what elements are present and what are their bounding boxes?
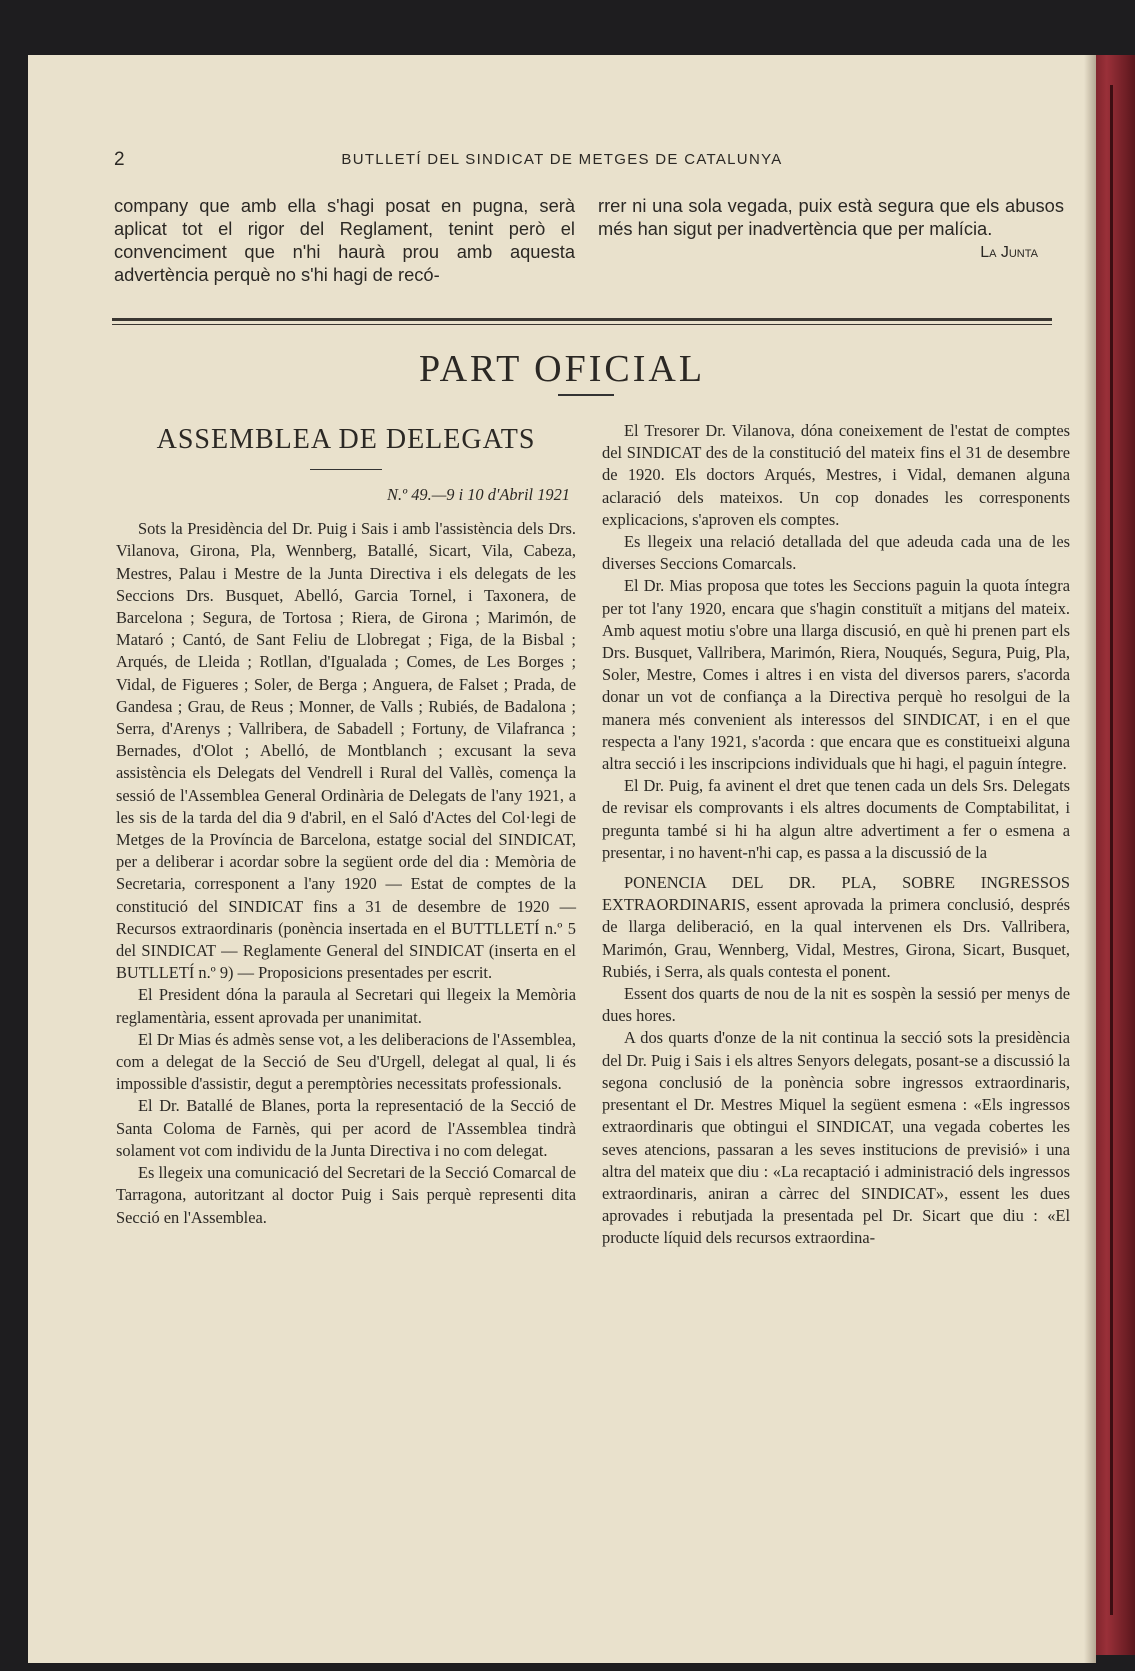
section-divider	[112, 318, 1052, 321]
assembly-title: ASSEMBLEA DE DELEGATS	[156, 424, 536, 455]
intro-right-column	[598, 194, 1064, 264]
session-line: N.º 49.—9 i 10 d'Abril 1921	[387, 485, 570, 504]
assembly-title-rule	[310, 469, 382, 470]
paragraph: El Dr. Batallé de Blanes, porta la representació de la Secció de Santa Coloma de Farnès, qui per acord de l'Assemblea tindrà solament vot com individu de la Junta Directiva i no com delegat.	[116, 1096, 576, 1160]
intro-left-column	[114, 194, 575, 286]
part-title-rule	[558, 394, 614, 396]
paragraph: El Dr Mias és admès sense vot, a les deliberacions de l'Assemblea, com a delegat de la Secció de Seu d'Urgell, delegat al qual, li és impossible d'assistir, degut a peremptòries necessitats professionals.	[116, 1029, 576, 1094]
document-page	[28, 55, 1096, 1663]
paragraph: El Tresorer Dr. Vilanova, dóna coneixement de l'estat de comptes del SINDICAT des de la constitució del mateix fins el 31 de desembre de 1920. Els doctors Arqués, Mestres, i Vidal, demanen alguna aclaració dels mateixos. Un cop donades les corresponents explicacions, s'aproven els comptes.	[602, 421, 1070, 529]
paragraph: Es llegeix una comunicació del Secretari de la Secció Comarcal de Tarragona, autoritzant al doctor Puig i Sais perquè representi dita Secció en l'Assemblea.	[116, 1163, 576, 1227]
paragraph: A dos quarts d'onze de la nit continua la secció sots la presidència del Dr. Puig i Sais i els altres Senyors delegats, posant-se a discussió la segona conclusió de la ponència sobre ingressos extraordinaris, presentant el Dr. Mestres Miquel la següent esmena : «Els ingressos extraordinaris que obtingui el SINDICAT, una vegada cobertes les seves atencions, passaran a les seves institucions de previsió» i una altra del mateix que diu : «La recaptació i administració dels ingressos extraordinaris, aniran a càrrec del SINDICAT», essent les dues aprovades i rebutjada la presentada pel Dr. Sicart que diu : «El producte líquid dels recursos extraordina-	[602, 1028, 1070, 1248]
intro-right-paragraph: rrer ni una sola vegada, puix està segura que els abusos més han sigut per inadvertència que per malícia.	[598, 195, 1064, 239]
paragraph-gap	[602, 864, 1070, 872]
page-number: 2	[114, 149, 125, 170]
paragraph: El President dóna la paraula al Secretari qui llegeix la Memòria reglamentària, essent aprovada per unanimitat.	[116, 985, 576, 1027]
paragraph: Sots la Presidència del Dr. Puig i Sais i amb l'assistència dels Drs. Vilanova, Girona, Pla, Wennberg, Batallé, Sicart, Vila, Cabeza, Mestres, Palau i Mestre de la Junta Directiva i els delegats de les Seccions Drs. Busquet, Abelló, Garcia Tornel, i Taxonera, de Barcelona ; Segura, de Tortosa ; Riera, de Girona ; Marimón, de Mataró ; Cantó, de Sant Feliu de Llobregat ; Figa, de la Bisbal ; Arqués, de Lleida ; Rotllan, d'Igualada ; Comes, de Les Borges ; Vidal, de Figueres ; Soler, de Berga ; Anguera, de Falset ; Prada, de Gandesa ; Grau, de Reus ; Monner, de Valls ; Rubiés, de Badalona ; Serra, d'Arenys ; Vallribera, de Sabadell ; Fortuny, de Vilafranca ; Bernades, d'Olot ; Abelló, de Montblanch ; excusant la seva assistència els Delegats del Vendrell i Rural del Vallès, comença la sessió de l'Assemblea General Ordinària de Delegats de l'any 1921, a les sis de la tarda del dia 9 d'abril, en el Saló d'Actes del Col·legi de Metges de la Província de Barcelona, estatge social del SINDICAT, per a deliberar i acordar sobre la següent orde del dia : Memòria de Secretaria, corresponent a l'any 1920 — Estat de comptes de la constitució del SINDICAT fins a 31 de desembre de 1920 — Recursos extraordinaris (ponència insertada en el BUTTLLETÍ n.º 5 del SINDICAT — Reglamente General del SINDICAT (inserta en el BUTLLETÍ n.º 9) — Proposicions presentades per escrit.	[116, 519, 576, 983]
paragraph: Essent dos quarts de nou de la nit es sospèn la sessió per menys de dues hores.	[602, 984, 1070, 1026]
paragraph: El Dr. Mias proposa que totes les Seccions paguin la quota íntegra per tot l'any 1920, encara que s'hagin constituït a mitjans del mateix. Amb aquest motiu s'obre una llarga discusió, en què hi prenen part els Drs. Busquet, Vallribera, Marimón, Riera, Nouqués, Segura, Puig, Pla, Soler, Mestre, Comes i altres i en vista del diversos parers, s'acorda donar un vot de confiança a la Directiva perquè ho resolgui de la manera més convenient als interessos del SINDICAT, i en el que respecta a l'any 1921, s'acorda : que encara que es constitueixi alguna altra secció i les inscripcions individuals que hi hagi, el paguin íntegre.	[602, 576, 1070, 774]
intro-left-paragraph: company que amb ella s'hagi posat en pugna, serà aplicat tot el rigor del Reglament, tenint però el convenciment que n'hi haurà prou amb aquesta advertència perquè no s'hi hagi de recó-	[114, 195, 575, 285]
paragraph: El Dr. Puig, fa avinent el dret que tenen cada un dels Srs. Delegats de revisar els comprovants i els altres documents de Comptabilitat, i pregunta també si hi ha algun altre advertiment a fer o esmena a presentar, i no havent-n'hi cap, es passa a la discussió de la	[602, 776, 1070, 862]
paragraph: Es llegeix una relació detallada del que adeuda cada una de les diverses Seccions Comarcals.	[602, 532, 1070, 574]
page-gutter-shadow	[1084, 55, 1096, 1663]
signature: La Junta	[980, 244, 1038, 261]
paragraph: PONENCIA DEL DR. PLA, SOBRE INGRESSOS EXTRAORDINARIS, essent aprovada la primera conclusió, després de llarga deliberació, en la qual intervenen els Drs. Vallribera, Marimón, Grau, Wennberg, Vidal, Mestres, Girona, Sicart, Busquet, Rubiés, i Serra, als quals contesta el ponent.	[602, 873, 1070, 981]
header-title: BUTLLETÍ DEL SINDICAT DE METGES DE CATALUNYA	[341, 151, 783, 168]
part-title: PART OFICIAL	[418, 348, 706, 390]
section-divider-thin	[112, 324, 1052, 325]
right-column	[602, 420, 1070, 1250]
left-column	[116, 420, 576, 1229]
running-header	[28, 149, 1096, 173]
